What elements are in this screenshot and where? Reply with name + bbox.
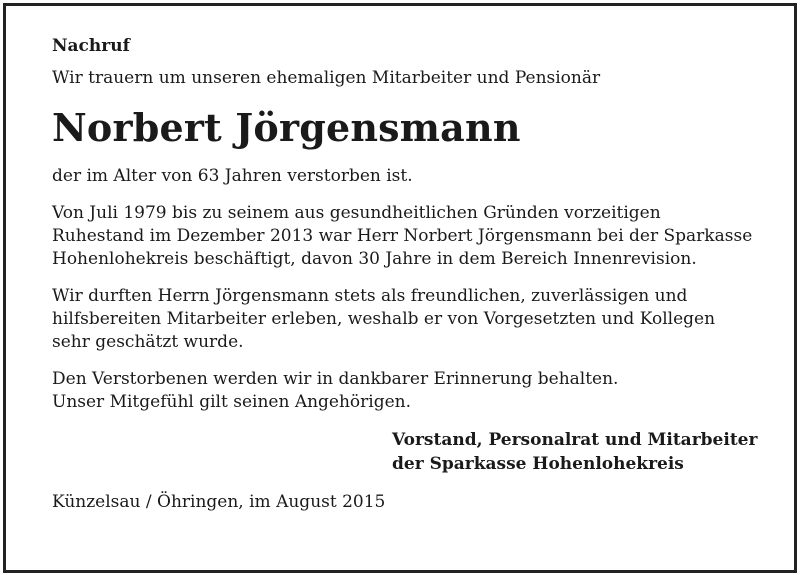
career-line: Ruhestand im Dezember 2013 war Herr Norbert Jörgensmann bei der Sparkasse [52, 226, 753, 246]
intro-line: Wir trauern um unseren ehemaligen Mitarbeiter und Pensionär [52, 68, 601, 88]
career-line: Von Juli 1979 bis zu seinem aus gesundheitlichen Gründen vorzeitigen [52, 203, 661, 223]
remembrance-paragraph [52, 368, 762, 414]
place-date: Künzelsau / Öhringen, im August 2015 [52, 492, 386, 512]
remembrance-line: Den Verstorbenen werden wir in dankbarer Erinnerung behalten. [52, 369, 619, 389]
obituary-notice [52, 34, 762, 514]
signature-line: Vorstand, Personalrat und Mitarbeiter [392, 430, 758, 450]
deceased-name: Norbert Jörgensmann [52, 105, 521, 150]
appreciation-line: sehr geschätzt wurde. [52, 332, 244, 352]
age-line: der im Alter von 63 Jahren verstorben ist. [52, 166, 413, 186]
appreciation-line: Wir durften Herrn Jörgensmann stets als freundlichen, zuverlässigen und [52, 286, 688, 306]
appreciation-paragraph [52, 285, 762, 354]
signature-block [392, 428, 762, 476]
appreciation-line: hilfsbereiten Mitarbeiter erleben, weshalb er von Vorgesetzten und Kollegen [52, 309, 716, 329]
notice-label: Nachruf [52, 36, 130, 56]
career-paragraph [52, 202, 762, 271]
career-line: Hohenlohekreis beschäftigt, davon 30 Jahre in dem Bereich Innenrevision. [52, 249, 697, 269]
remembrance-line: Unser Mitgefühl gilt seinen Angehörigen. [52, 392, 412, 412]
signature-line: der Sparkasse Hohenlohekreis [392, 454, 684, 474]
